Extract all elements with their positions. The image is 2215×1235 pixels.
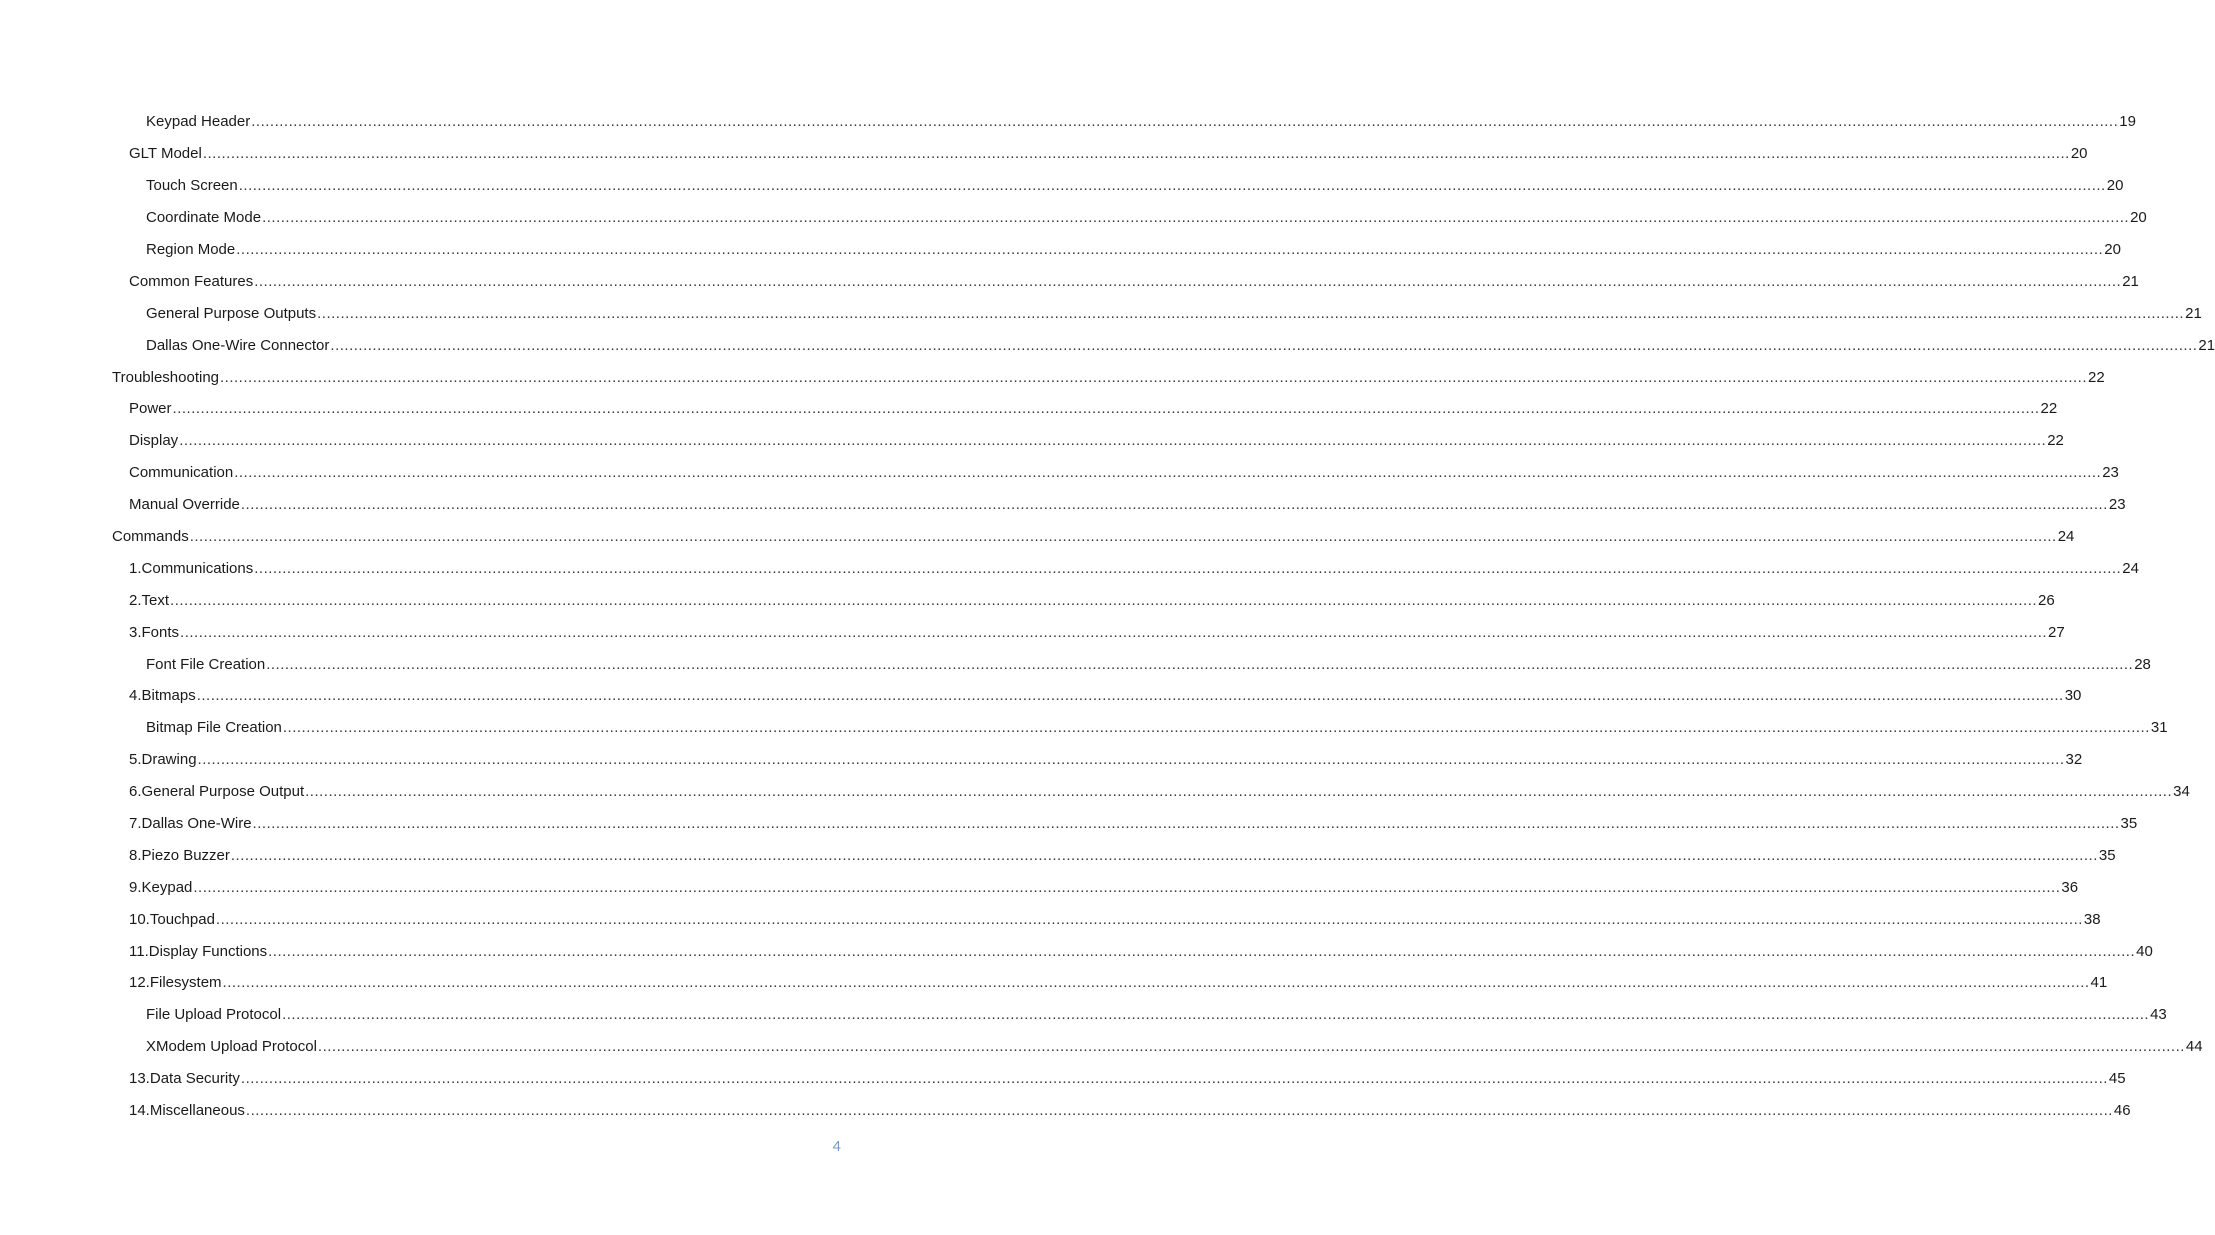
toc-entry-title: Dallas One-Wire Connector <box>146 336 330 354</box>
toc-entry[interactable] <box>0 106 2136 138</box>
toc-entry-title: Dallas One-Wire <box>141 815 252 833</box>
dot-leader: ................................................................................................................................................................................................................................................................................................................................................................................................................ <box>282 719 2150 737</box>
toc-entry-page: 22 <box>2040 400 2058 418</box>
toc-entry-page: 45 <box>2108 1070 2126 1088</box>
toc-entry-page: 38 <box>2083 910 2101 928</box>
toc-entry[interactable] <box>0 648 2151 680</box>
toc-entry[interactable] <box>0 393 2058 425</box>
dot-leader: ................................................................................................................................................................................................................................................................................................................................................................................................................ <box>172 400 2040 418</box>
dot-leader: ................................................................................................................................................................................................................................................................................................................................................................................................................ <box>268 942 2136 960</box>
toc-entry[interactable] <box>0 297 2202 329</box>
toc-entry[interactable] <box>0 999 2167 1031</box>
toc-entry-title: Fonts <box>141 623 180 641</box>
toc-entry-title: Commands <box>112 528 189 546</box>
toc-entry[interactable] <box>0 202 2147 234</box>
toc-entry-number: 12. <box>129 974 150 992</box>
dot-leader: ................................................................................................................................................................................................................................................................................................................................................................................................................ <box>179 432 2047 450</box>
toc-entry-page: 24 <box>2057 528 2075 546</box>
toc-entry-title: Display <box>129 432 179 450</box>
dot-leader: ................................................................................................................................................................................................................................................................................................................................................................................................................ <box>240 496 2108 514</box>
toc-entry-title: Filesystem <box>149 974 222 992</box>
dot-leader: ................................................................................................................................................................................................................................................................................................................................................................................................................ <box>317 1038 2185 1056</box>
toc-entry-number: 4. <box>129 687 142 705</box>
toc-entry-title: XModem Upload Protocol <box>146 1038 317 1056</box>
toc-entry-title: Keypad Header <box>146 113 251 131</box>
toc-entry-page: 23 <box>2102 464 2119 482</box>
toc-entry[interactable] <box>0 616 2065 648</box>
dot-leader: ................................................................................................................................................................................................................................................................................................................................................................................................................ <box>230 846 2098 864</box>
toc-entry-title: Piezo Buzzer <box>141 846 230 864</box>
dot-leader: ................................................................................................................................................................................................................................................................................................................................................................................................................ <box>234 464 2102 482</box>
toc-entry-title: Keypad <box>141 878 193 896</box>
toc-entry-page: 40 <box>2136 942 2153 960</box>
toc-entry[interactable] <box>0 425 2064 457</box>
toc-entry-page: 32 <box>2065 751 2083 769</box>
toc-entry-title: Bitmap File Creation <box>146 719 282 737</box>
toc-entry-page: 26 <box>2038 591 2055 609</box>
toc-entry-title: Drawing <box>141 751 197 769</box>
dot-leader: ................................................................................................................................................................................................................................................................................................................................................................................................................ <box>222 974 2090 992</box>
dot-leader: ................................................................................................................................................................................................................................................................................................................................................................................................................ <box>193 878 2061 896</box>
toc-entry-title: General Purpose Outputs <box>146 304 317 322</box>
page-number: 4 <box>832 1138 841 1155</box>
toc-entry[interactable] <box>0 457 2119 489</box>
toc-entry[interactable] <box>0 234 2121 266</box>
toc-entry[interactable] <box>0 776 2190 808</box>
toc-entry-page: 19 <box>2119 113 2136 131</box>
toc-entry-title: Text <box>141 591 170 609</box>
toc-entry-page: 22 <box>2088 368 2105 386</box>
toc-entry[interactable] <box>0 712 2168 744</box>
toc-entry-title: Touchpad <box>149 910 215 928</box>
dot-leader: ................................................................................................................................................................................................................................................................................................................................................................................................................ <box>196 687 2064 705</box>
toc-entry-number: 11. <box>129 942 149 960</box>
toc-entry[interactable] <box>0 552 2139 584</box>
dot-leader: ................................................................................................................................................................................................................................................................................................................................................................................................................ <box>236 241 2104 258</box>
dot-leader: ................................................................................................................................................................................................................................................................................................................................................................................................................ <box>240 1070 2108 1088</box>
toc-entry-page: 35 <box>2120 815 2138 833</box>
toc-entry-page: 28 <box>2134 655 2151 673</box>
toc-entry-number: 6. <box>129 783 142 801</box>
toc-entry-number: 2. <box>129 591 142 609</box>
toc-entry-page: 20 <box>2104 241 2121 258</box>
toc-entry[interactable] <box>0 935 2153 967</box>
toc-entry-number: 3. <box>129 623 142 641</box>
toc-entry-page: 22 <box>2047 432 2064 450</box>
toc-entry-number: 7. <box>129 815 142 833</box>
dot-leader: ................................................................................................................................................................................................................................................................................................................................................................................................................ <box>215 910 2083 928</box>
dot-leader: ................................................................................................................................................................................................................................................................................................................................................................................................................ <box>170 591 2038 609</box>
dot-leader: ................................................................................................................................................................................................................................................................................................................................................................................................................ <box>251 113 2119 131</box>
toc-entry-title: Region Mode <box>146 241 236 258</box>
dot-leader: ................................................................................................................................................................................................................................................................................................................................................................................................................ <box>220 368 2088 386</box>
toc-entry-page: 46 <box>2113 1102 2131 1120</box>
toc-entry[interactable] <box>0 138 2088 170</box>
toc-entry-title: Display Functions <box>148 942 268 960</box>
dot-leader: ................................................................................................................................................................................................................................................................................................................................................................................................................ <box>245 1102 2113 1120</box>
toc-entry[interactable] <box>0 967 2108 999</box>
toc-entry-number: 14. <box>129 1102 150 1120</box>
toc-entry-page: 20 <box>2106 177 2124 195</box>
dot-leader: ................................................................................................................................................................................................................................................................................................................................................................................................................ <box>266 655 2134 673</box>
toc-entry[interactable] <box>0 744 2083 776</box>
toc-entry-page: 36 <box>2061 878 2079 896</box>
toc-entry-number: 10. <box>129 910 150 928</box>
toc-entry-page: 30 <box>2064 687 2082 705</box>
toc-entry-title: Coordinate Mode <box>146 209 262 227</box>
dot-leader: ................................................................................................................................................................................................................................................................................................................................................................................................................ <box>254 272 2122 290</box>
toc-entry[interactable] <box>0 584 2055 616</box>
toc-entry-page: 23 <box>2108 496 2126 514</box>
toc-entry[interactable] <box>0 839 2116 871</box>
toc-entry-title: Common Features <box>129 272 254 290</box>
toc-entry-title: Bitmaps <box>141 687 196 705</box>
toc-entry-number: 9. <box>129 878 142 896</box>
toc-entry[interactable] <box>0 361 2105 393</box>
toc-entry[interactable] <box>0 871 2079 903</box>
toc-entry-page: 44 <box>2185 1038 2203 1056</box>
dot-leader: ................................................................................................................................................................................................................................................................................................................................................................................................................ <box>197 751 2065 769</box>
toc-entry[interactable] <box>0 808 2138 840</box>
dot-leader: ................................................................................................................................................................................................................................................................................................................................................................................................................ <box>252 815 2120 833</box>
toc-entry-title: Data Security <box>149 1070 240 1088</box>
toc-entry[interactable] <box>0 903 2101 935</box>
dot-leader: ................................................................................................................................................................................................................................................................................................................................................................................................................ <box>330 336 2198 354</box>
toc-entry-page: 41 <box>2090 974 2108 992</box>
toc-entry-page: 34 <box>2173 783 2190 801</box>
toc-entry-page: 27 <box>2048 623 2065 641</box>
dot-leader: ................................................................................................................................................................................................................................................................................................................................................................................................................ <box>254 559 2122 577</box>
toc-entry-title: Power <box>129 400 172 418</box>
toc-entry[interactable] <box>0 1031 2203 1063</box>
dot-leader: ................................................................................................................................................................................................................................................................................................................................................................................................................ <box>262 209 2130 227</box>
toc-entry-page: 20 <box>2130 209 2147 227</box>
toc-entry-page: 21 <box>2185 304 2202 322</box>
toc-entry-title: Touch Screen <box>146 177 238 195</box>
toc-entry[interactable] <box>0 265 2139 297</box>
toc-entry-number: 13. <box>129 1070 150 1088</box>
toc-entry-number: 8. <box>129 846 142 864</box>
toc-entry-page: 24 <box>2122 559 2139 577</box>
dot-leader: ................................................................................................................................................................................................................................................................................................................................................................................................................ <box>202 145 2070 163</box>
toc-entry-title: General Purpose Output <box>141 783 305 801</box>
dot-leader: ................................................................................................................................................................................................................................................................................................................................................................................................................ <box>317 304 2185 322</box>
toc-entry[interactable] <box>0 170 2124 202</box>
toc-entry[interactable] <box>0 1063 2126 1095</box>
toc-entry-title: Miscellaneous <box>149 1102 245 1120</box>
dot-leader: ................................................................................................................................................................................................................................................................................................................................................................................................................ <box>305 783 2173 801</box>
dot-leader: ................................................................................................................................................................................................................................................................................................................................................................................................................ <box>180 623 2048 641</box>
toc-entry-number: 1. <box>129 559 142 577</box>
toc-entry[interactable] <box>0 329 2215 361</box>
toc-entry-page: 21 <box>2122 272 2139 290</box>
toc-entry-title: Font File Creation <box>146 655 266 673</box>
toc-entry[interactable] <box>0 680 2082 712</box>
toc-entry-title: Troubleshooting <box>112 368 220 386</box>
toc-entry-number: 5. <box>129 751 142 769</box>
toc-entry-title: Communication <box>129 464 234 482</box>
toc-entry-title: GLT Model <box>129 145 202 163</box>
toc-entry-page: 43 <box>2150 1006 2167 1024</box>
toc-entry[interactable] <box>0 1095 2131 1127</box>
toc-entry-title: File Upload Protocol <box>146 1006 282 1024</box>
toc-entry-page: 31 <box>2150 719 2168 737</box>
toc-entry-title: Communications <box>141 559 254 577</box>
dot-leader: ................................................................................................................................................................................................................................................................................................................................................................................................................ <box>238 177 2106 195</box>
toc-entry-page: 20 <box>2070 145 2088 163</box>
toc-entry-title: Manual Override <box>129 496 240 514</box>
dot-leader: ................................................................................................................................................................................................................................................................................................................................................................................................................ <box>189 528 2057 546</box>
toc-entry-page: 21 <box>2198 336 2215 354</box>
toc-entry[interactable] <box>0 521 2075 553</box>
table-of-contents <box>0 106 2215 1127</box>
dot-leader: ................................................................................................................................................................................................................................................................................................................................................................................................................ <box>282 1006 2150 1024</box>
toc-entry-page: 35 <box>2098 846 2116 864</box>
toc-entry[interactable] <box>0 489 2126 521</box>
